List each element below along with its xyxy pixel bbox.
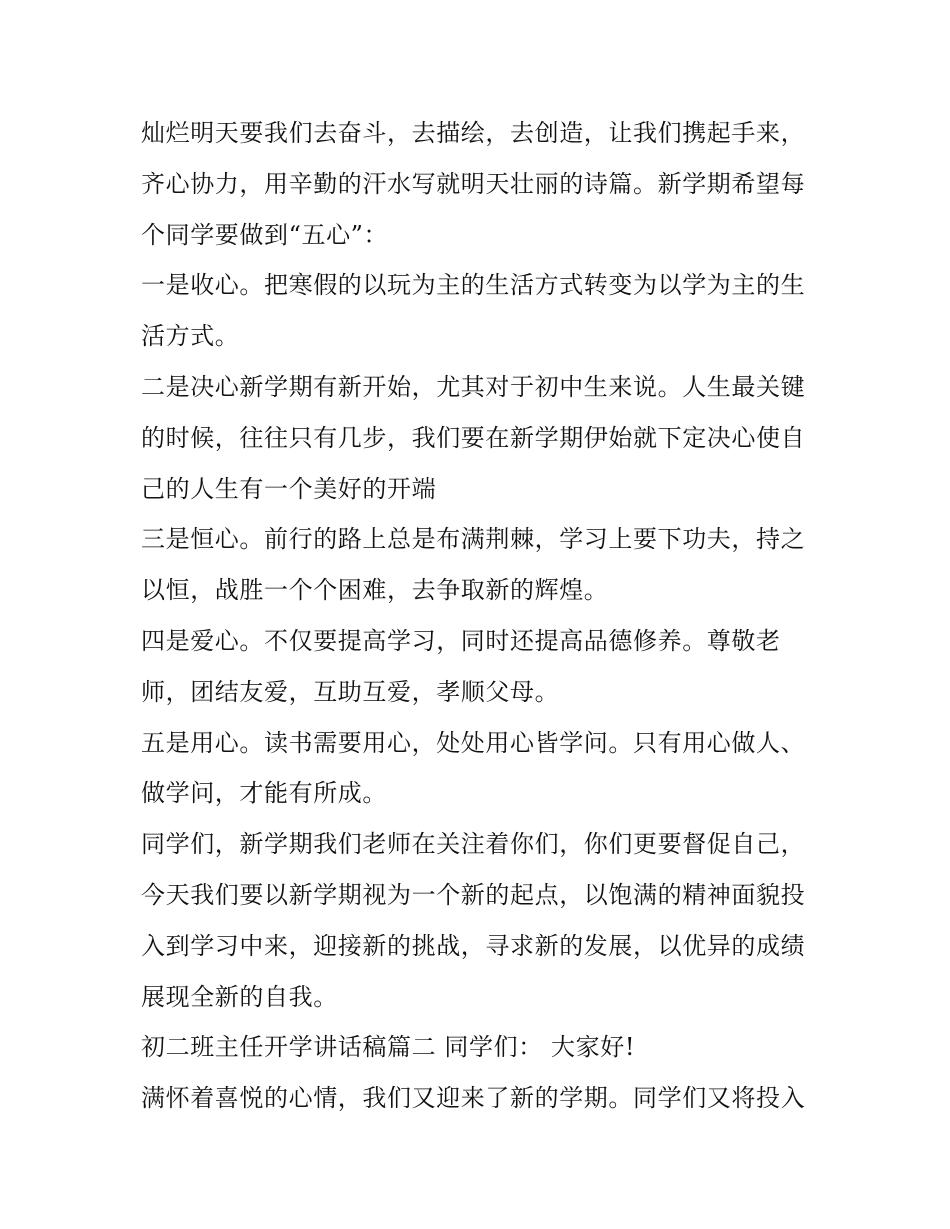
text-line: 今天我们要以新学期视为一个新的起点，以饱满的精神面貌投: [141, 880, 806, 909]
text-line: 三是恒心。前行的路上总是布满荆棘，学习上要下功夫，持之: [141, 525, 806, 554]
text-line: 五是用心。读书需要用心，处处用心皆学问。只有用心做人、: [141, 728, 806, 757]
text-line: 入到学习中来，迎接新的挑战，寻求新的发展，以优异的成绩: [141, 931, 806, 960]
text-line: 个同学要做到“五心”：: [141, 220, 389, 249]
text-line: 展现全新的自我。: [141, 982, 338, 1011]
text-line: 的时候，往往只有几步，我们要在新学期伊始就下定决心使自: [141, 423, 806, 452]
text-line: 齐心协力，用辛勤的汗水写就明天壮丽的诗篇。新学期希望每: [141, 169, 806, 198]
text-line: 活方式。: [141, 322, 240, 351]
text-line: 初二班主任开学讲话稿篇二 同学们： 大家好!: [141, 1033, 636, 1062]
text-line: 灿烂明天要我们去奋斗，去描绘，去创造，让我们携起手来，: [141, 119, 806, 147]
text-line: 四是爱心。不仅要提高学习，同时还提高品德修养。尊敬老: [141, 626, 781, 655]
text-line: 己的人生有一个美好的开端: [141, 474, 437, 503]
text-line: 一是收心。把寒假的以玩为主的生活方式转变为以学为主的生: [141, 271, 806, 300]
text-line: 师，团结友爱，互助互爱，孝顺父母。: [141, 677, 560, 706]
text-line: 同学们，新学期我们老师在关注着你们，你们更要督促自己，: [141, 830, 806, 859]
text-line: 以恒，战胜一个个困难，去争取新的辉煌。: [141, 576, 609, 605]
text-line: 做学问，才能有所成。: [141, 779, 387, 808]
text-line: 二是决心新学期有新开始，尤其对于初中生来说。人生最关键: [141, 372, 806, 401]
text-line: 满怀着喜悦的心情，我们又迎来了新的学期。同学们又将投入: [141, 1084, 806, 1113]
document-body: [141, 108, 821, 1124]
